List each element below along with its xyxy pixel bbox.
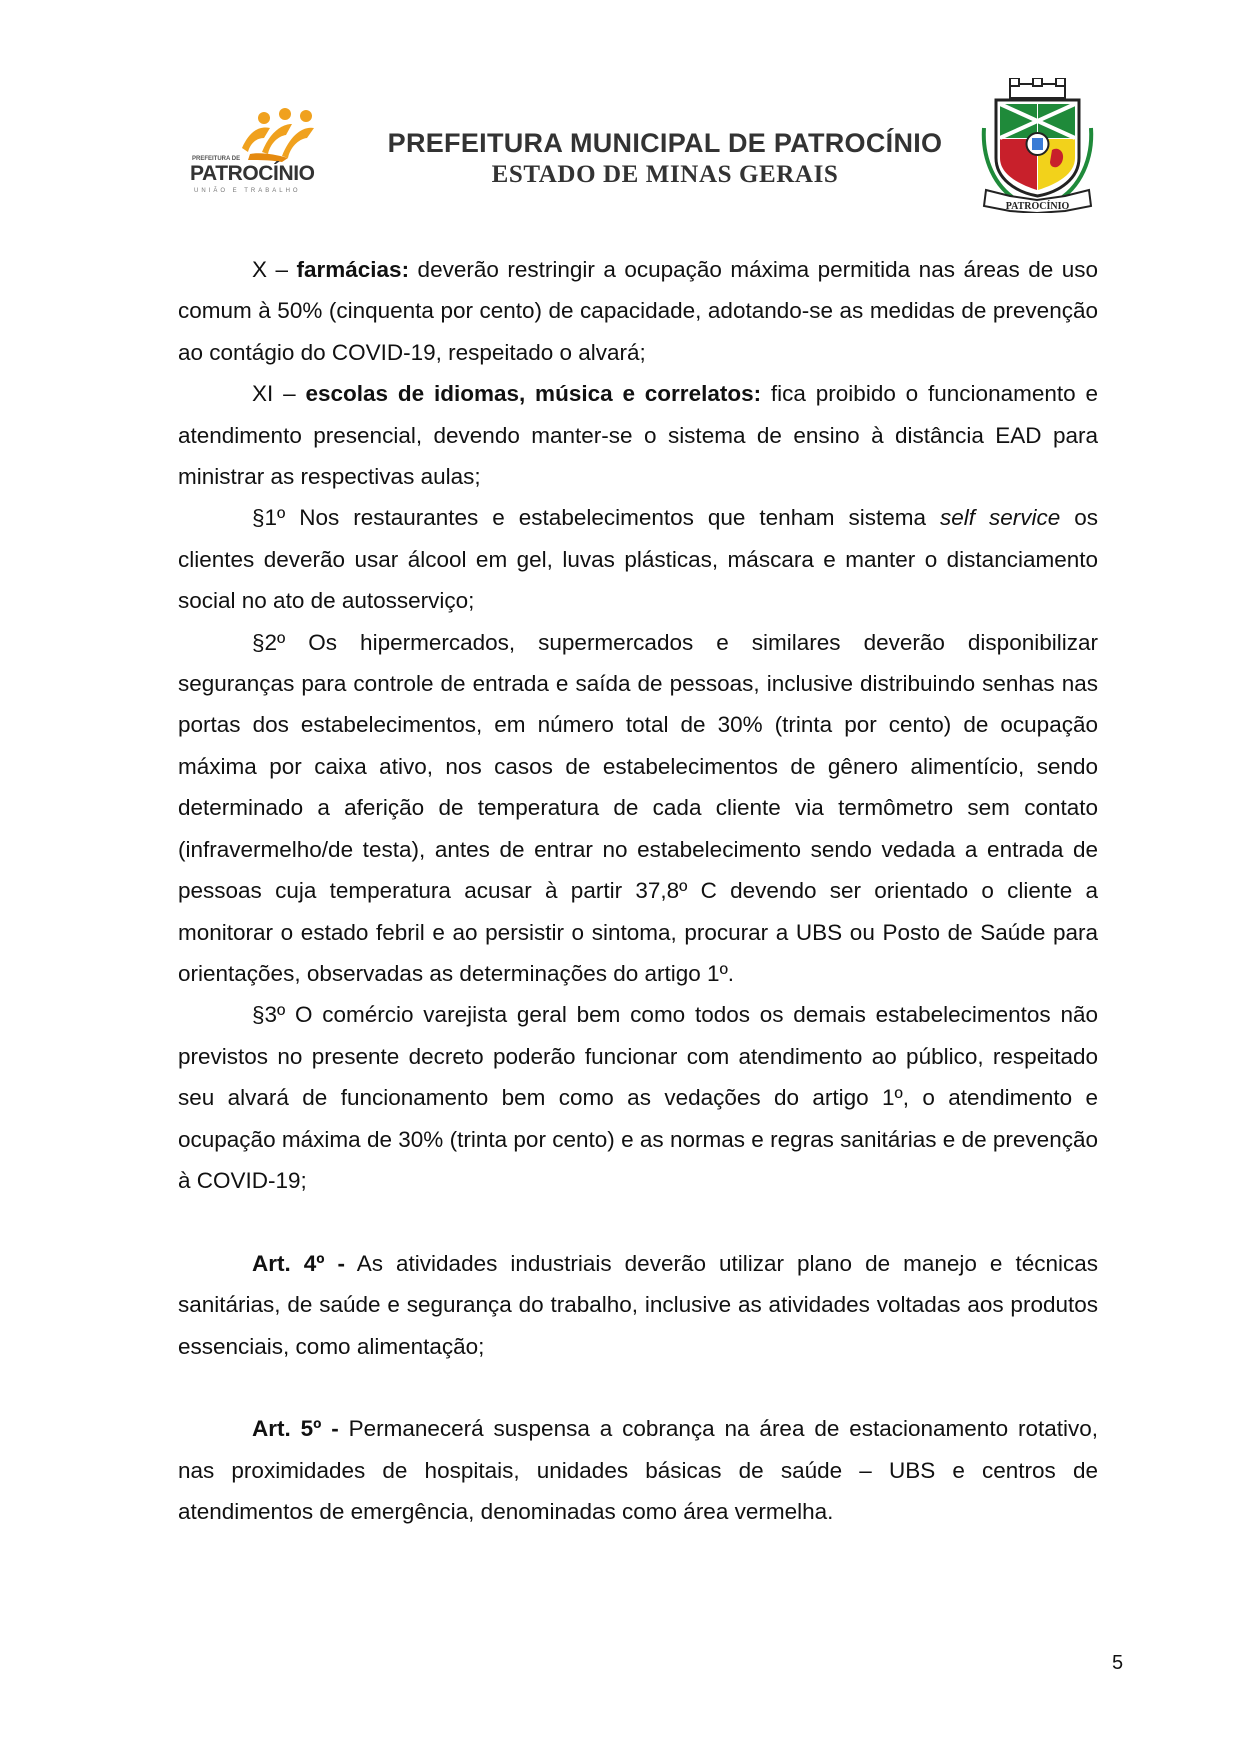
paragraph-1-italic: self service: [939, 505, 1061, 531]
item-x-farmacias: [178, 249, 1098, 373]
page-number: 5: [1112, 1652, 1124, 1674]
item-x-text: deverão restringir a ocupação máxima permitida nas áreas de uso comum à 50% (cinquenta por cento) de capacidade, adotando-se as medidas de prevenção ao contágio do COVID-19, respeitado o alvará;: [178, 257, 1098, 365]
paragraph-1: [178, 497, 1098, 621]
header-title: PREFEITURA MUNICIPAL DE PATROCÍNIO: [387, 128, 943, 158]
logo-small-text: PREFEITURA DE: [192, 156, 241, 162]
item-xi-escolas: [178, 373, 1098, 497]
prefeitura-patrocinio-logo: [190, 108, 340, 200]
spacer: [178, 1201, 1098, 1242]
header-subtitle: ESTADO DE MINAS GERAIS: [491, 161, 839, 188]
article-5-label: Art. 5º -: [252, 1416, 339, 1442]
logo-name: PATROCÍNIO: [190, 162, 315, 185]
paragraph-1-after: os clientes deverão usar álcool em gel, luvas plásticas, máscara e manter o distanciamento social no ato de autosserviço;: [178, 505, 1099, 614]
item-xi-label: escolas de idiomas, música e correlatos:: [305, 381, 762, 407]
logo-tagline: UNIÃO E TRABALHO: [194, 188, 301, 194]
paragraph-3: §3º O comércio varejista geral bem como todos os demais estabelecimentos não previstos no presente decreto poderão funcionar com atendimento ao público, respeitado seu alvará de funcionamento bem como as vedações do artigo 1º, o atendimento e ocupação máxima de 30% (trinta por cento) e as normas e regras sanitárias e de prevenção à COVID-19;: [178, 1002, 1098, 1193]
document-body: [178, 249, 1098, 1533]
article-5: [178, 1408, 1098, 1532]
item-xi-text: fica proibido o funcionamento e atendimento presencial, devendo manter-se o sistema de ensino à distância EAD para ministrar as respectivas aulas;: [178, 381, 1098, 490]
spacer: [178, 1367, 1098, 1408]
header-titles: [360, 126, 970, 190]
coat-of-arms-icon: [980, 78, 1095, 213]
article-4-label: Art. 4º -: [252, 1250, 345, 1276]
item-x-label: farmácias:: [296, 257, 410, 282]
article-4: [178, 1243, 1098, 1367]
crest-banner-text: PATROCÍNIO: [1005, 201, 1070, 212]
people-logo-icon: [190, 108, 340, 200]
paragraph-2: §2º Os hipermercados, supermercados e similares deverão disponibilizar seguranças para controle de entrada e saída de pessoas, inclusive distribuindo senhas nas portas dos estabelecimentos, em número total de 30% (trinta por cento) de ocupação máxima por caixa ativo, nos casos de estabelecimentos de gênero alimentício, sendo determinado a aferição de temperatura de cada cliente via termômetro sem contato (infravermelho/de testa), antes de entrar no estabelecimento sendo vedada a entrada de pessoas cuja temperatura acusar à partir 37,8º C devendo ser orientado o cliente a monitorar o estado febril e ao persistir o sintoma, procurar a UBS ou Posto de Saúde para orientações, observadas as determinações do artigo 1º.: [178, 629, 1098, 986]
page-header: [0, 0, 1241, 230]
item-x-prefix: X –: [252, 257, 297, 282]
municipal-crest: [980, 78, 1095, 213]
item-xi-prefix: XI –: [252, 381, 306, 407]
article-5-text: Permanecerá suspensa a cobrança na área de estacionamento rotativo, nas proximidades de hospitais, unidades básicas de saúde – UBS e centros de atendimentos de emergência, denominadas como área vermelha.: [178, 1416, 1098, 1525]
article-4-text: As atividades industriais deverão utilizar plano de manejo e técnicas sanitárias, de saúde e segurança do trabalho, inclusive as atividades voltadas aos produtos essenciais, como alimentação;: [178, 1250, 1098, 1359]
paragraph-1-before: §1º Nos restaurantes e estabelecimentos que tenham sistema: [252, 505, 940, 531]
